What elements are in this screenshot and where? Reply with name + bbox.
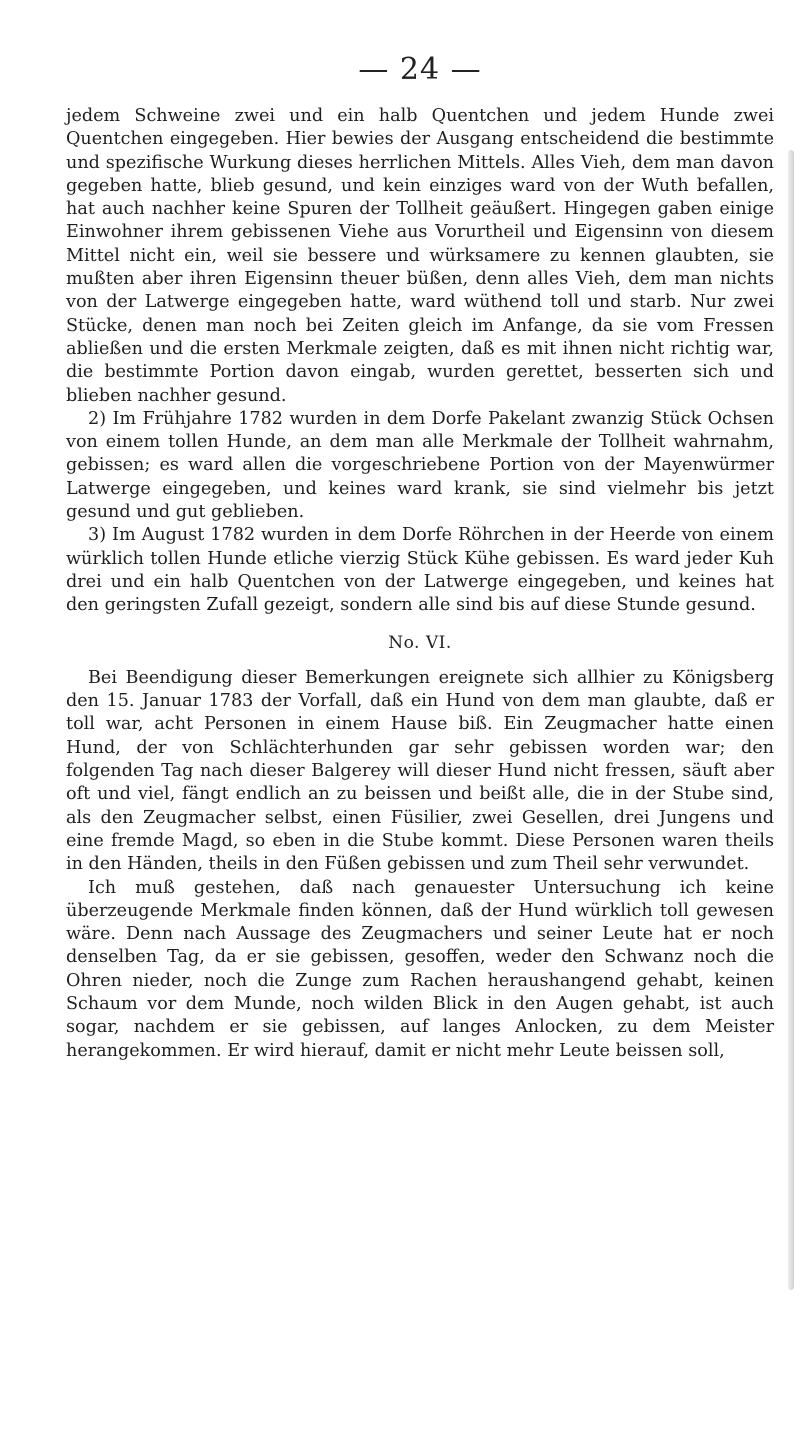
paragraph-koenigsberg-incident: Bei Beendigung dieser Bemerkungen ereignete sich allhier zu Königsberg den 15. Januar 1783 der Vorfall, daß ein Hund von dem man glaubte, daß er toll war, acht Personen in einem Hause biß. Ein Zeugmacher hatte einen Hund, der von Schlächterhunden gar sehr gebissen worden war; den folgenden Tag nach dieser Balgerey will dieser Hund nicht fressen, säuft aber oft und viel, fängt endlich an zu beissen und beißt alle, die in der Stube sind, als den Zeugmacher selbst, einen Füsilier, zwei Gesellen, drei Jungens und eine fremde Magd, so eben in die Stube kommt. Diese Personen waren theils in den Händen, theils in den Füßen gebissen und zum Theil sehr verwundet.	[66, 667, 774, 875]
paragraph-case-2: 2) Im Frühjahre 1782 wurden in dem Dorfe Pakelant zwanzig Stück Ochsen von einem tollen Hunde, an dem man alle Merkmale der Tollheit wahrnahm, gebissen; es ward allen die vorgeschriebene Portion von der Mayenwürmer Latwerge eingegeben, und keines ward krank, sie sind vielmehr bis jetzt gesund und gut geblieben.	[66, 408, 774, 523]
paragraph-case-3: 3) Im August 1782 wurden in dem Dorfe Röhrchen in der Heerde von einem würklich tollen Hunde etliche vierzig Stück Kühe gebissen. Es ward jeder Kuh drei und ein halb Quentchen von der Latwerge eingegeben, und keines hat den geringsten Zufall gezeigt, sondern alle sind bis auf diese Stunde gesund.	[66, 525, 774, 616]
paragraph-examination: Ich muß gestehen, daß nach genauester Untersuchung ich keine überzeugende Merkmale finden können, daß der Hund würklich toll gewesen wäre. Denn nach Aussage des Zeugmachers und seiner Leute hat er noch denselben Tag, da er sie gebissen, gesoffen, weder den Schwanz noch die Ohren nieder, noch die Zunge zum Rachen heraushangend gehabt, keinen Schaum vor dem Munde, noch wilden Blick in den Augen gehabt, ist auch sogar, nachdem er sie gebissen, auf langes Anlocken, zu dem Meister herangekommen. Er wird hierauf, damit er nicht mehr Leute beissen soll,	[66, 877, 774, 1061]
page-number: — 24 —	[358, 52, 482, 87]
main-text	[66, 105, 774, 1063]
paragraph-continuation: jedem Schweine zwei und ein halb Quentchen und jedem Hunde zwei Quentchen eingegeben. Hier bewies der Ausgang entscheidend die bestimmte und spezifische Wurkung dieses herrlichen Mittels. Alles Vieh, dem man davon gegeben hatte, blieb gesund, und kein einziges ward von der Wuth befallen, hat auch nachher keine Spuren der Tollheit geäußert. Hingegen gaben einige Einwohner ihrem gebissenen Viehe aus Vorurtheil und Eigensinn von diesem Mittel nicht ein, weil sie bessere und würksamere zu kennen glaubten, sie mußten aber ihren Eigensinn theuer büßen, denn alles Vieh, dem man nichts von der Latwerge eingegeben hatte, ward wüthend toll und starb. Nur zwei Stücke, denen man noch bei Zeiten gleich im Anfange, da sie vom Fressen abließen und die ersten Merkmale zeigten, daß es mit ihnen nicht richtig war, die bestimmte Portion davon eingab, wurden gerettet, besserten sich und blieben nachher gesund.	[66, 106, 774, 406]
section-heading: No. VI.	[388, 632, 452, 653]
